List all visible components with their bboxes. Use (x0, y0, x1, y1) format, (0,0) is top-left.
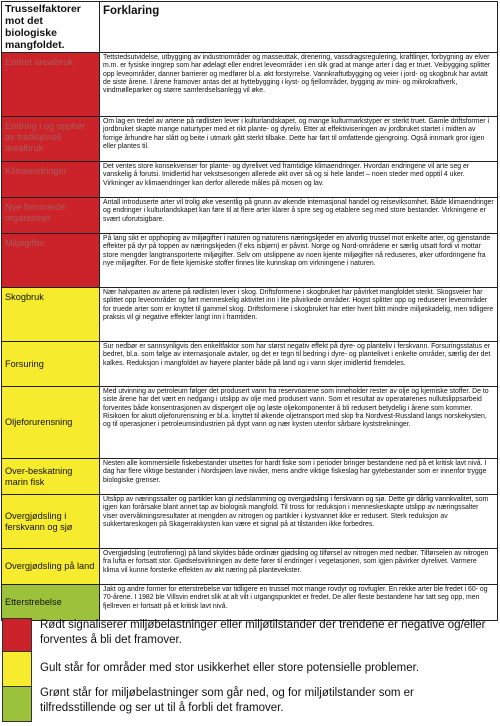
table-header-row (2, 2, 498, 53)
explanation-cell: På lang sikt er opphoping av miljøgifter i naturen og naturens næringskjeder en alvorlig trussel mot enkelte arter, og gjenstande effekter på dyr på toppen av næringskjeden (f eks isbjørn) er påvist. Norge og Nord-områdene er særlig utsatt fordi vi mottar store mengder langtransporterte miljøgifter. Selv om utslippene av noen kjente miljøgifter nå reduseres, øker utfordringene fra nye miljøgifter. For de flete kjemiske stoffer finnes lite kunnskap om virkningene i naturen. (100, 234, 498, 288)
explanation-cell: Nær halvparten av artene på rødlisten lever i skog. Driftsformene i skogbruket har påvirket mangfoldet sterkt. Skogsveier har splittet opp leveområder og ført menneskelig aktivitet inn i lite påvirkede områder. Hogst splitter opp og reduserer leveområder for truede arter som er knyttet til gammel skog. Driftsformene i skogbruket har etter hvert blitt mindre miljøskadelig, men tidligere praksis vil gi negative effekter langt inn i framtiden. (100, 288, 498, 342)
legend-green (0, 686, 500, 726)
explanation-cell: Nesten alle kommersielle fiskebestander utsettes for hardt fiske som i perioder bringer bestandene ned på et kritisk lavt nivå. I dag har flere viktige bestander i Nordsjøen lave nivåer, mens andre viktige fiskeslag har gytebestander som er innenfor trygge biologiske grenser. (100, 459, 498, 495)
explanation-cell: Jakt og andre former for etterstrebelse var tidligere en trussel mot mange rovdyr og rovfugler. En rekke arter ble fredet i 60- og 70-årene. I 1982 ble Villsvin endret slik at alt vilt i utgangspunktet er fredet. De aller fleste bestandene har tatt seg opp, men fjellreven er fortsatt på et kritisk lavt nivå. (100, 585, 498, 621)
explanation-cell: Sur nedbør er sannsynligvis den enkeltfaktor som har størst negativ effekt på dyre- og planteliv i ferskvann. Forsuringsstatus er bedret, bl.a. som følge av internasjonale avtaler, og det er tegn til bedring i dyre- og plantelivet i enkelte områder, særlig der det kalkes. Reduksjon i mangfoldet av høyere planter både på land og i vann skjer imidlertid fremdeles. (100, 342, 498, 387)
green-swatch (2, 686, 32, 722)
factor-cell: Etterstrebelse (2, 585, 100, 621)
table-row (2, 342, 498, 387)
explanation-cell: Utslipp av næringssalter og partikler kan gi nedslamming og overgjødsling i ferskvann og sjø. Dette gir dårlig vannkvalitet, som igjen kan forårsake blant annet tap av biologisk mangfold. Til tross for reduksjon i menneskeskapte utslipp av næringssalter viser overvåkningsresultater at mengden av nitrogen og partikler i kystvannet ikke er redusert. Sterk reduksjon av sukkertareskogen på Skagerrakkysten kan være et signal på at tilstanden ikke forbedres. (100, 495, 498, 549)
table-row (2, 117, 498, 162)
factor-cell: Overgjødsling i ferskvann og sjø (2, 495, 100, 549)
factor-cell: Over-beskatning marin fisk (2, 459, 100, 495)
factor-cell: Oljeforurensning (2, 387, 100, 459)
yellow-swatch (2, 651, 32, 687)
table-row (2, 53, 498, 117)
factor-cell: Forsuring (2, 342, 100, 387)
explanation-cell: Med utvinning av petroleum følger det produsert vann fra reservoarene som inneholder rester av olje og kjemiske stoffer. De to siste årene har det vært en nedgang i utslipp av olje med produsert vann. Som et resultat av operatørenes nullutslippsarbeid forventes både konsentrasjonen av dispergert olje og løste oljekomponenter å bli redusert betydelig i årene som kommer. Risikoen for akutt oljeforurensning er bl.a. knyttet til økende oljetransport med skip fra Nordvest-Russland langs norskekysten, og til operasjoner i petroleumsindustrien på dypt vann og nær kysten utenfor sårbare kyststrekninger. (100, 387, 498, 459)
table-row (2, 198, 498, 234)
table-row (2, 459, 498, 495)
legend-green-text: Grønt står for miljøbelastninger som går ned, og for miljøtilstander som er tilfredsstillende og ser ut til å forbli det framover. (40, 687, 414, 714)
red-swatch (2, 618, 32, 654)
legend-yellow (0, 651, 500, 691)
threat-factor-table (1, 1, 498, 621)
table-row (2, 288, 498, 342)
table-row (2, 495, 498, 549)
table-row (2, 162, 498, 198)
header-explanation: Forklaring (100, 2, 498, 53)
factor-cell: Klimaendringer (2, 162, 100, 198)
explanation-cell: Antall introduserte arter vil trolig øke vesentlig på grunn av økende internasjonal handel og reiseviksomhet. Både klimaendringer og endringer i kulturlandskapet kan føre til at flere arter klarer å spre seg og etablere seg med store bestander. Virkningene er svært uforutsigbare. (100, 198, 498, 234)
factor-cell: Endret arealbruk (2, 53, 100, 117)
factor-cell: Miljøgifter (2, 234, 100, 288)
table-row (2, 387, 498, 459)
factor-cell: Overgjødsling på land (2, 549, 100, 585)
legend-red-text: Rødt signaliserer miljøbelastninger eller miljøtilstander der trendene er negative og/eller forventes å bli det framover. (40, 619, 486, 646)
explanation-cell: Overgjødsling (eutrofiering) på land skyldes både ordinær gjødsling og tilførsel av nitrogen med nedbør. Tilførselen av nitrogen fra lufta er fortsatt stor. Gjødselsvirkningen av dette fører til endringer i vegetasjonen, som igjen påvirker dyrelivet. Varmere klima vil kunne forsterke effekten av økt næring på plantevekster. (100, 549, 498, 585)
factor-cell: Endring i og opphør av tradisjonell arealbruk (2, 117, 100, 162)
factor-cell: Nye fremmede organismer (2, 198, 100, 234)
legend-yellow-text: Gult står for områder med stor usikkerhet eller store potensielle problemer. (40, 662, 420, 674)
explanation-cell: Tettstedsutvidelse, utbygging av industriområder og masseuttak, drenering, vassdragsregulering, kraftlinjer, forbygning av elver m.m. er fysiske inngrep som har ødelagt eller endret leveområder i en slik grad at mange arter i dag er truet. Veibygging splitter opp leveområder, danner barrierer og medfører bl.a. økt forstyrrelse. Vannkraftutbygging og veier i jord- og skogbruk har avtatt de siste årene. I årene framover antas det at hyttebygging i kyst- og fjellområder, bygging av mini- og mikrokraftverk, vindmølleparker og større samferdselsanlegg vil øke. (100, 53, 498, 117)
header-threat-factors: Trusselfaktorer mot det biologiske mangfoldet. (2, 2, 100, 53)
table-row (2, 549, 498, 585)
factor-cell: Skogbruk (2, 288, 100, 342)
table-row (2, 234, 498, 288)
table-row (2, 585, 498, 621)
explanation-cell: Det ventes store konsekvenser for plante- og dyrelivet ved framtidige klimaendringer. Hvordan endringene vil arte seg er vanskelig å forutsi. Imidlertid har vekstsesongen allerede økt over så og si hele landet – noen steder med opptil 4 uker. Virkninger av klimaendringer kan derfor allerede måles på mosen og lav. (100, 162, 498, 198)
explanation-cell: Om lag en tredel av artene på rødlisten lever i kulturlandskapet, og mange kulturmarkstyper er sterkt truet. Gamle driftsformer i jordbruket skapte mange naturtyper med et rikt plante- og dyreliv. Etter at effektiviseringen av jordbruket startet i midten av forrige århundre har slått og beite i utmark gått sterkt tilbake. Dette har ført til omfattende gjengroing. Også innmark gror igjen eller plantes til. (100, 117, 498, 162)
